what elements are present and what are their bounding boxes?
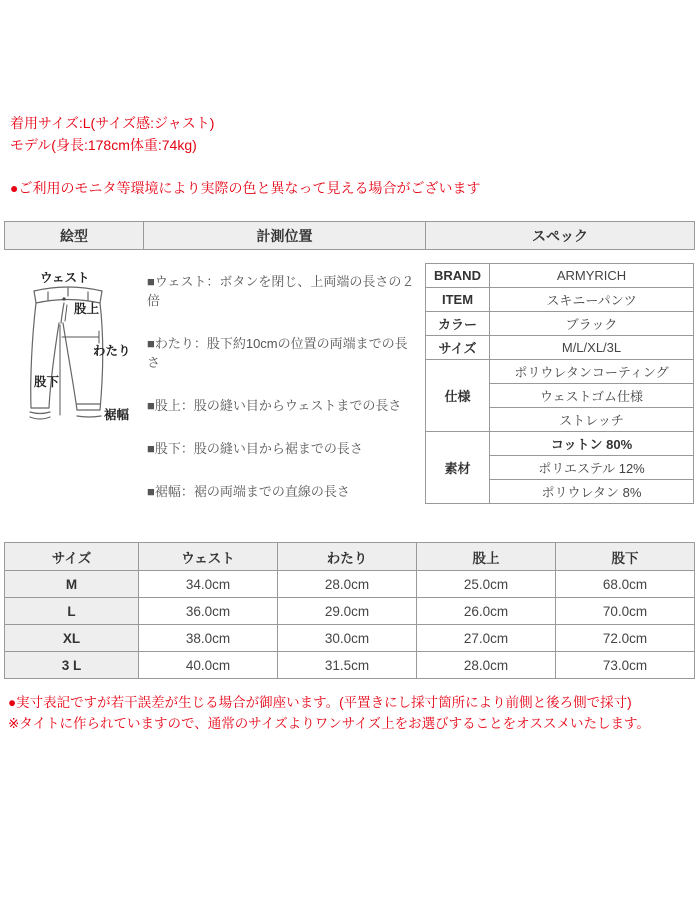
size-cell-label: 3 L	[5, 652, 139, 679]
size-table	[4, 542, 695, 679]
definition-hem-width: ■裾幅：裾の両端までの直線の長さ	[147, 484, 350, 499]
pants-diagram	[4, 265, 143, 435]
size-cell-waist: 34.0cm	[139, 571, 278, 598]
size-table-header-row	[5, 543, 695, 571]
diagram-label-thigh: わたり	[93, 344, 131, 358]
size-cell-rise: 26.0cm	[417, 598, 556, 625]
size-cell-inseam: 70.0cm	[556, 598, 695, 625]
spec-value-size: M/L/XL/3L	[490, 336, 694, 360]
spec-value-item: スキニーパンツ	[490, 288, 694, 312]
pants-right-hem	[77, 404, 101, 417]
size-cell-inseam: 73.0cm	[556, 652, 695, 679]
spec-label-brand: BRAND	[426, 264, 490, 288]
pants-left-hem	[30, 408, 50, 419]
spec-value-brand: ARMYRICH	[490, 264, 694, 288]
spec-label-material: 素材	[426, 432, 490, 504]
size-cell-inseam: 68.0cm	[556, 571, 695, 598]
spec-label-size: サイズ	[426, 336, 490, 360]
spec-value-color: ブラック	[490, 312, 694, 336]
definition-rise: ■股上：股の縫い目からウェストまでの長さ	[147, 398, 402, 413]
spec-row-feature-1	[426, 360, 694, 384]
measurement-body	[4, 263, 694, 525]
header-cell-spec: スペック	[426, 222, 695, 250]
size-header-size: サイズ	[5, 543, 139, 571]
header-cell-diagram: 絵型	[5, 222, 144, 250]
definition-inseam: ■股下：股の縫い目から裾までの長さ	[147, 441, 363, 456]
spec-value-material-2: ポリエステル 12%	[490, 456, 694, 480]
measurement-definitions	[143, 263, 425, 525]
spec-row-item	[426, 288, 694, 312]
size-cell-inseam: 72.0cm	[556, 625, 695, 652]
pants-left-inner-seam	[49, 323, 59, 408]
measurement-header-row	[5, 222, 695, 250]
size-cell-label: M	[5, 571, 139, 598]
size-cell-thigh: 30.0cm	[278, 625, 417, 652]
spec-label-color: カラー	[426, 312, 490, 336]
spec-table	[425, 263, 694, 504]
pants-fly-line	[61, 303, 64, 323]
size-row-xl	[5, 625, 695, 652]
spec-value-material-3: ポリウレタン 8%	[490, 480, 694, 504]
size-cell-rise: 25.0cm	[417, 571, 556, 598]
spec-label-features: 仕様	[426, 360, 490, 432]
size-row-l	[5, 598, 695, 625]
header-cell-positions: 計測位置	[144, 222, 426, 250]
diagram-label-inseam: 股下	[34, 375, 60, 389]
product-size-page	[0, 112, 700, 912]
size-cell-label: L	[5, 598, 139, 625]
actual-size-note: ●実寸表記ですが若干誤差が生じる場合が御座います。(平置きにし採寸箇所により前側と後ろ側で採寸)	[8, 695, 632, 710]
spec-row-brand	[426, 264, 694, 288]
size-cell-rise: 27.0cm	[417, 625, 556, 652]
spec-row-material-1	[426, 432, 694, 456]
model-info-note: モデル(身長:178cm体重:74kg)	[10, 137, 197, 153]
diagram-label-waist: ウェスト	[40, 271, 90, 285]
diagram-column	[4, 263, 143, 435]
size-row-3l	[5, 652, 695, 679]
size-row-m	[5, 571, 695, 598]
spec-value-feature-3: ストレッチ	[490, 408, 694, 432]
bottom-notes	[8, 692, 700, 734]
pants-belt-loops	[48, 288, 88, 300]
measurement-header-table	[4, 221, 695, 250]
diagram-label-rise: 股上	[74, 302, 100, 316]
pants-button	[62, 297, 65, 300]
size-cell-waist: 40.0cm	[139, 652, 278, 679]
top-notes	[10, 112, 700, 199]
monitor-color-note: ●ご利用のモニタ等環境により実際の色と異なって見える場合がございます	[10, 180, 481, 196]
spec-value-feature-1: ポリウレタンコーティング	[490, 360, 694, 384]
size-cell-waist: 38.0cm	[139, 625, 278, 652]
definition-thigh: ■わたり：股下約10cmの位置の両端までの長さ	[147, 336, 408, 370]
spec-label-item: ITEM	[426, 288, 490, 312]
spec-value-feature-2: ウェストゴム仕様	[490, 384, 694, 408]
diagram-label-hem-width: 裾幅	[104, 408, 130, 422]
rise-measure-line	[65, 305, 67, 321]
size-cell-thigh: 29.0cm	[278, 598, 417, 625]
spec-column	[425, 263, 694, 504]
size-cell-waist: 36.0cm	[139, 598, 278, 625]
size-cell-rise: 28.0cm	[417, 652, 556, 679]
size-header-waist: ウェスト	[139, 543, 278, 571]
spec-value-material-1: コットン 80%	[490, 432, 694, 456]
size-cell-thigh: 31.5cm	[278, 652, 417, 679]
size-cell-label: XL	[5, 625, 139, 652]
pants-left-outer-seam	[31, 303, 36, 408]
definition-waist: ■ウェスト：ボタンを閉じ、上両端の長さの２倍	[147, 274, 415, 308]
wearing-size-note: 着用サイズ:L(サイズ感:ジャスト)	[10, 115, 215, 131]
size-header-rise: 股上	[417, 543, 556, 571]
size-cell-thigh: 28.0cm	[278, 571, 417, 598]
spec-row-color	[426, 312, 694, 336]
size-header-thigh: わたり	[278, 543, 417, 571]
pants-right-inner-seam	[63, 323, 77, 410]
spec-row-size	[426, 336, 694, 360]
size-header-inseam: 股下	[556, 543, 695, 571]
size-up-recommendation-note: ※タイトに作られていますので、通常のサイズよりワンサイズ上をお選びすることをオススメいたします。	[8, 716, 650, 731]
